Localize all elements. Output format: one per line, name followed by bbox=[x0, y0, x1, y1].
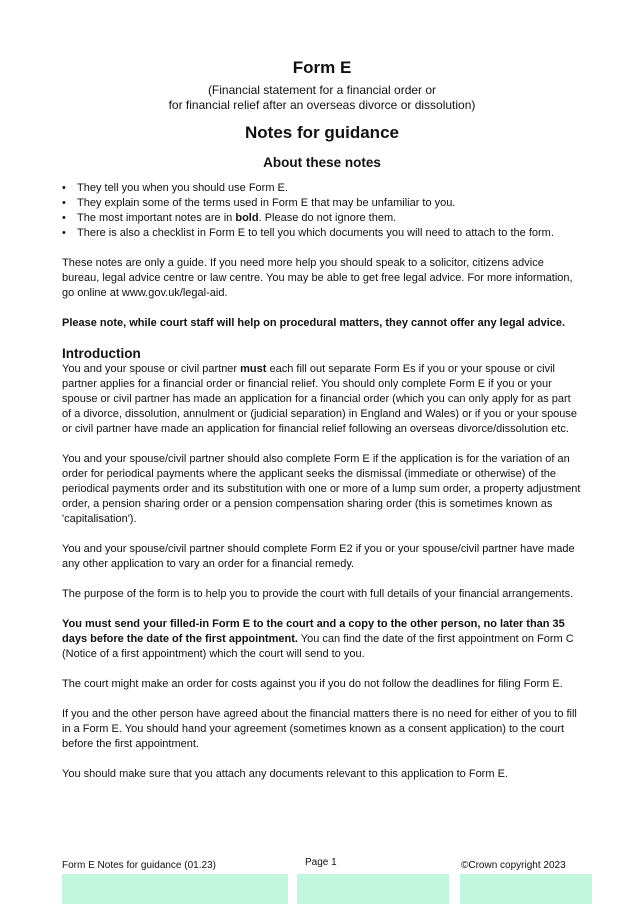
intro-paragraph-7: If you and the other person have agreed about the financial matters there is no need for either of you to fill in a Form E. You should hand your agreement (sometimes known as a consent application) to the court before the first appointment. bbox=[62, 708, 577, 750]
page-title: Form E bbox=[292, 58, 352, 77]
about-title: About these notes bbox=[263, 155, 381, 170]
list-item-text: . Please do not ignore them. bbox=[258, 212, 397, 224]
list-item bbox=[62, 211, 582, 226]
document-page bbox=[62, 58, 582, 782]
about-list bbox=[62, 181, 582, 241]
footer-box-right bbox=[460, 874, 592, 904]
intro-paragraph-6: The court might make an order for costs against you if you do not follow the deadlines for filing Form E. bbox=[62, 678, 563, 690]
intro-paragraph-3: You and your spouse/civil partner should complete Form E2 if you or your spouse/civil partner have made any other application to vary an order for a financial remedy. bbox=[62, 543, 575, 570]
footer-form-reference: Form E Notes for guidance (01.23) bbox=[62, 860, 216, 871]
bold-word: bold bbox=[235, 212, 259, 224]
list-item: • There is also a checklist in Form E to tell you which documents you will need to attach to the form. bbox=[62, 226, 582, 241]
guide-paragraph: These notes are only a guide. If you need more help you should speak to a solicitor, citizens advice bureau, legal advice centre or law centre. You may be able to get free legal advice. For more information, go online at www.gov.uk/legal-aid. bbox=[62, 257, 573, 299]
notes-title: Notes for guidance bbox=[245, 123, 399, 142]
intro-text: You and your spouse or civil partner bbox=[62, 363, 241, 375]
footer-copyright: ©Crown copyright 2023 bbox=[461, 860, 566, 871]
bold-word: must bbox=[240, 363, 267, 375]
intro-text: You can find the date of the first appointment on Form C (Notice of a first appointment) which the court will send to you. bbox=[62, 633, 574, 660]
footer-box-center bbox=[297, 874, 449, 904]
list-item: • They tell you when you should use Form E. bbox=[62, 181, 582, 196]
subtitle-line-1: (Financial statement for a financial order or bbox=[207, 83, 437, 97]
form-header bbox=[62, 58, 582, 171]
intro-paragraph-1 bbox=[62, 362, 582, 437]
intro-paragraph-5 bbox=[62, 617, 582, 662]
intro-paragraph-4: The purpose of the form is to help you to provide the court with full details of your financial arrangements. bbox=[62, 588, 574, 600]
introduction-heading: Introduction bbox=[62, 346, 141, 361]
footer-box-left bbox=[62, 874, 288, 904]
list-item-text: The most important notes are in bbox=[77, 212, 236, 224]
intro-paragraph-8: You should make sure that you attach any documents relevant to this application to Form E. bbox=[62, 768, 508, 780]
intro-paragraph-2: You and your spouse/civil partner should also complete Form E if the application is for the variation of an order for periodical payments where the applicant seeks the dismissal (immediate or otherwise) of the periodical payments order and its substitution with one or more of a lump sum order, a property adjustment order, a pension sharing order or a pension compensation sharing order (this is sometimes known as 'capitalisation'). bbox=[62, 453, 581, 525]
deadline-bold-text: You must send your filled-in Form E to the court and a copy to the other person, no later than 35 days before the date of the first appointment. bbox=[62, 618, 565, 645]
intro-text: each fill out separate Form Es if you or your spouse or civil partner applies for a financial order or financial relief. You should only complete Form E if you or your spouse or civil partner has made an application for a financial order (which you can only apply for as part of a divorce, dissolution, annulment or (judicial separation) in England and Wales) or if you or your spouse or civil partner have made an application for financial relief following an overseas divorce/dissolution etc. bbox=[62, 363, 578, 435]
court-staff-note: Please note, while court staff will help on procedural matters, they cannot offer any legal advice. bbox=[62, 317, 566, 329]
subtitle-line-2: for financial relief after an overseas divorce or dissolution) bbox=[168, 98, 476, 112]
list-item: • They explain some of the terms used in Form E that may be unfamiliar to you. bbox=[62, 196, 582, 211]
footer-page-number: Page 1 bbox=[305, 857, 337, 868]
